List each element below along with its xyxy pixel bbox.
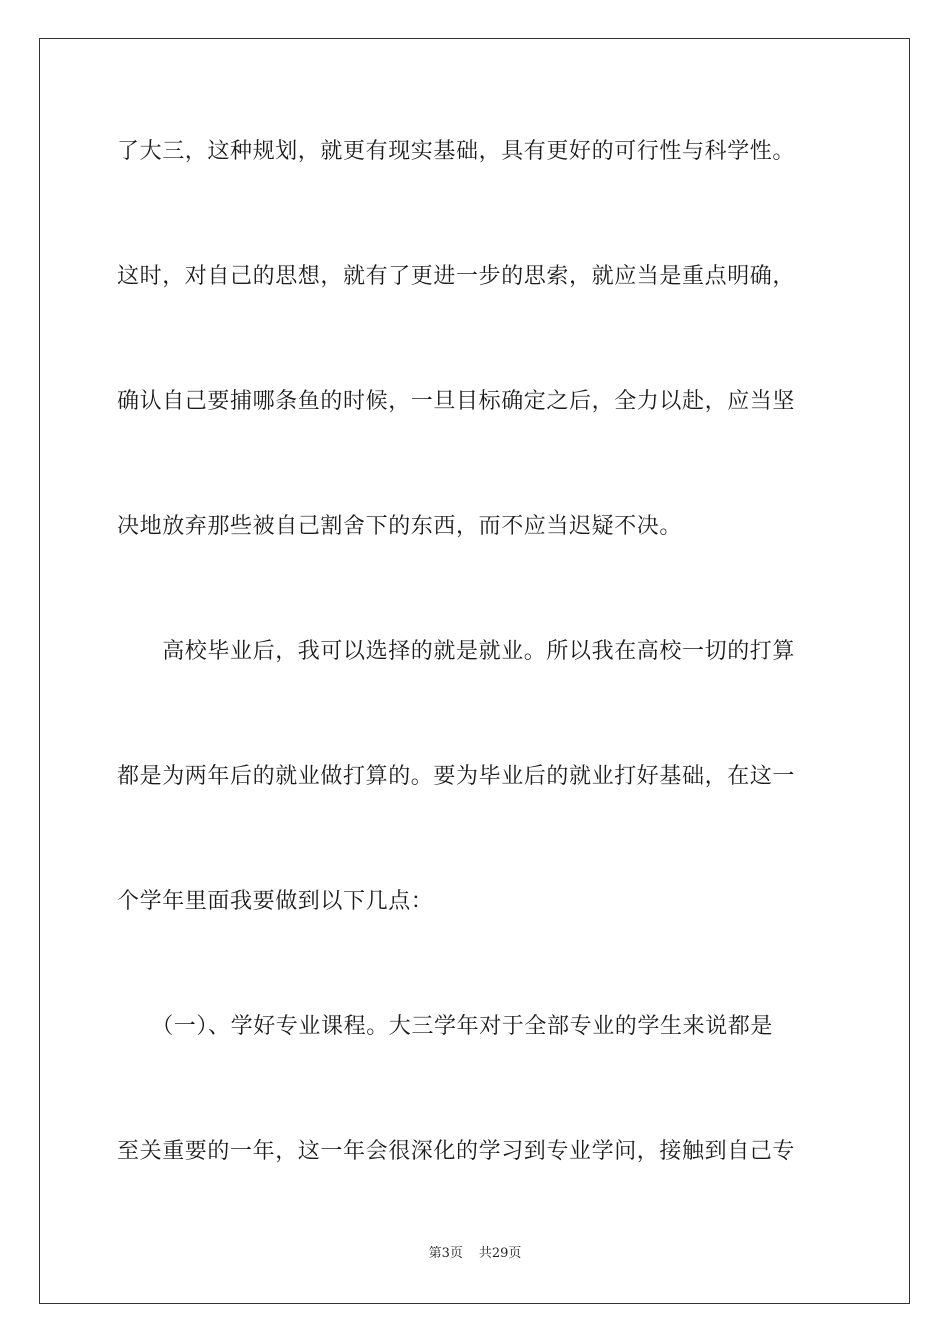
body-text-line: 个学年里面我要做到以下几点： — [117, 889, 434, 914]
body-text-line: （一）、学好专业课程。大三学年对于全部专业的学生来说都是 — [117, 1014, 774, 1039]
page-number-current: 第3页 — [428, 1246, 463, 1261]
body-text-line: 这时，对自己的思想，就有了更进一步的思索，就应当是重点明确， — [117, 264, 796, 289]
page-footer — [0, 1245, 950, 1263]
body-text-line: 至关重要的一年，这一年会很深化的学习到专业学问，接触到自己专 — [117, 1139, 796, 1164]
body-text-line: 高校毕业后，我可以选择的就是就业。所以我在高校一切的打算 — [117, 639, 796, 664]
page-number-total: 共29页 — [478, 1246, 522, 1261]
page-border — [39, 38, 910, 1304]
body-text-line: 都是为两年后的就业做打算的。要为毕业后的就业打好基础，在这一 — [117, 764, 796, 789]
body-text-line: 决地放弃那些被自己割舍下的东西，而不应当迟疑不决。 — [117, 514, 683, 539]
body-text-line: 了大三，这种规划，就更有现实基础，具有更好的可行性与科学性。 — [117, 139, 796, 164]
body-text-line: 确认自己要捕哪条鱼的时候，一旦目标确定之后，全力以赴，应当坚 — [117, 389, 796, 414]
